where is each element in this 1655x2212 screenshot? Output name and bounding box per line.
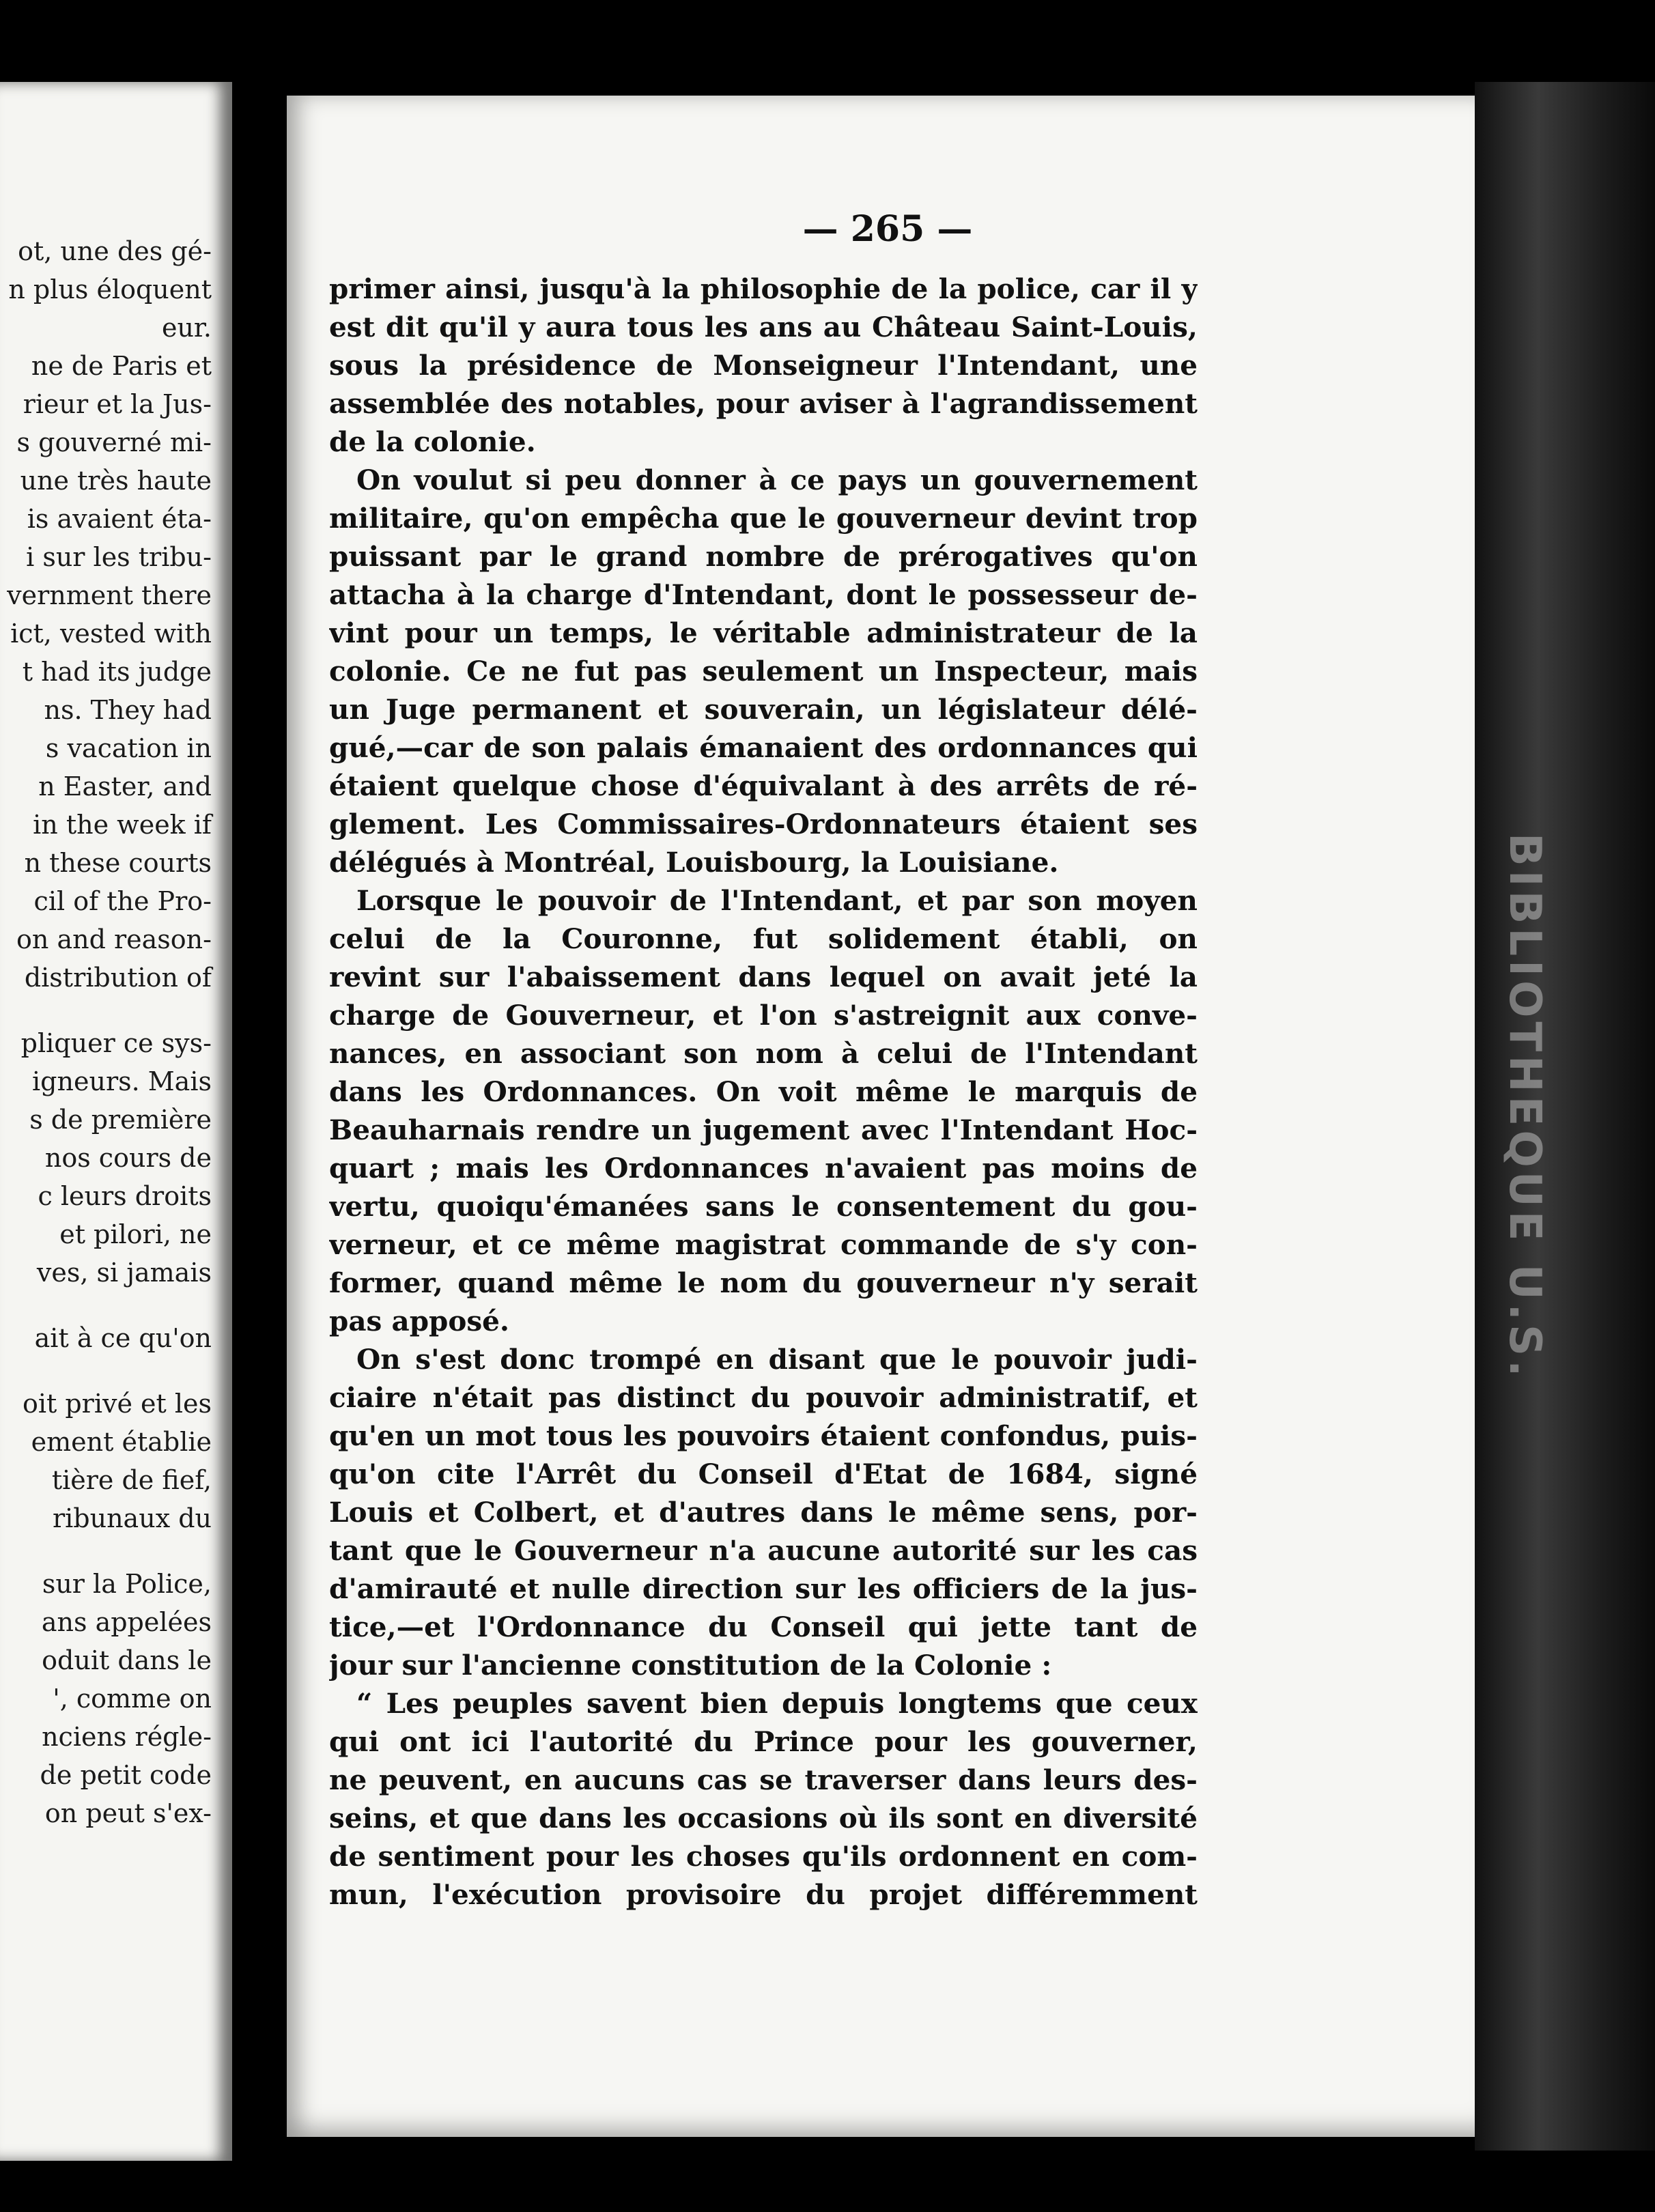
text-line: glement. Les Commissaires-Ordonnateurs étaient ses	[329, 808, 1198, 840]
text-line: primer ainsi, jusqu'à la philosophie de la police, car il y	[329, 272, 1198, 305]
text-line: dans les Ordonnances. On voit même le marquis de	[329, 1075, 1198, 1108]
text-line: qui ont ici l'autorité du Prince pour les gouverner,	[329, 1725, 1198, 1758]
facing-page-line: n plus éloquent	[8, 274, 212, 304]
text-line: qu'en un mot tous les pouvoirs étaient confondus, puis-	[329, 1419, 1198, 1452]
facing-page-line: tière de fief,	[51, 1465, 212, 1495]
facing-page-line: de petit code	[40, 1760, 212, 1790]
text-line: revint sur l'abaissement dans lequel on avait jeté la	[329, 961, 1198, 993]
facing-page-line: n Easter, and	[38, 771, 212, 802]
text-line: délégués à Montréal, Louisbourg, la Louisiane.	[329, 846, 1059, 879]
facing-page-line	[0, 1357, 232, 1385]
facing-page-line: n these courts	[24, 848, 212, 878]
text-line: qu'on cite l'Arrêt du Conseil d'Etat de 1684, signé	[329, 1458, 1198, 1490]
text-line: assemblée des notables, pour aviser à l'agrandissement	[329, 387, 1198, 420]
facing-page-line: on peut s'ex-	[44, 1798, 212, 1828]
text-line: tice,—et l'Ordonnance du Conseil qui jette tant de	[329, 1611, 1198, 1643]
facing-page-line: et pilori, ne	[59, 1219, 212, 1249]
text-line: d'amirauté et nulle direction sur les officiers de la jus-	[329, 1572, 1198, 1605]
facing-page-line: cil of the Pro-	[33, 886, 212, 916]
text-line: pas apposé.	[329, 1305, 510, 1337]
text-line: Lorsque le pouvoir de l'Intendant, et par son moyen	[356, 884, 1198, 917]
library-stamp: BIBLIOTHEQUE U.S.	[1499, 833, 1550, 1381]
text-line: verneur, et ce même magistrat commande de s'y con-	[329, 1228, 1198, 1261]
text-line: nances, en associant son nom à celui de l'Intendant	[329, 1037, 1198, 1070]
facing-page-line: nos cours de	[44, 1143, 212, 1173]
book-page	[287, 96, 1488, 2137]
facing-page-line: s vacation in	[45, 733, 212, 763]
text-line: celui de la Couronne, fut solidement établi, on	[329, 922, 1198, 955]
text-line: mun, l'exécution provisoire du projet différemment	[329, 1878, 1198, 1911]
facing-page-line: oduit dans le	[42, 1645, 212, 1675]
text-line: On voulut si peu donner à ce pays un gouvernement	[356, 464, 1198, 496]
facing-page-line: sur la Police,	[42, 1569, 212, 1599]
text-line: puissant par le grand nombre de prérogatives qu'on	[329, 540, 1198, 573]
facing-page-line: nciens régle-	[42, 1722, 212, 1752]
facing-page-line: ', comme on	[53, 1684, 212, 1714]
facing-page-text	[0, 232, 232, 1832]
facing-page-line: ves, si jamais	[36, 1258, 212, 1288]
text-line: ne peuvent, en aucuns cas se traverser dans leurs des-	[329, 1763, 1198, 1796]
text-line: Beauharnais rendre un jugement avec l'Intendant Hoc-	[329, 1114, 1198, 1146]
text-line: tant que le Gouverneur n'a aucune autorité sur les cas	[329, 1534, 1198, 1567]
text-line: colonie. Ce ne fut pas seulement un Inspecteur, mais	[329, 655, 1198, 687]
text-line: étaient quelque chose d'équivalant à des arrêts de ré-	[329, 769, 1198, 802]
page-number: — 265 —	[802, 208, 973, 250]
facing-page-line: is avaient éta-	[27, 504, 212, 534]
facing-page-line: rieur et la Jus-	[23, 389, 212, 419]
text-line: former, quand même le nom du gouverneur n'y serait	[329, 1266, 1198, 1299]
facing-page-line: ne de Paris et	[31, 351, 212, 381]
facing-page-line: ict, vested with	[10, 619, 212, 649]
facing-page-line: vernment there	[7, 580, 212, 610]
text-line: quart ; mais les Ordonnances n'avaient pas moins de	[329, 1152, 1198, 1185]
text-line: attacha à la charge d'Intendant, dont le possesseur de-	[329, 578, 1198, 611]
facing-page-line	[0, 1292, 232, 1319]
facing-page-line: ribunaux du	[52, 1503, 212, 1533]
text-line: gué,—car de son palais émanaient des ordonnances qui	[329, 731, 1198, 764]
text-line: de la colonie.	[329, 425, 536, 458]
text-line: seins, et que dans les occasions où ils sont en diversité	[329, 1802, 1198, 1834]
facing-page-left	[0, 82, 232, 2161]
facing-page-line: distribution of	[24, 963, 212, 993]
facing-page-line: oit privé et les	[22, 1389, 212, 1419]
text-line: ciaire n'était pas distinct du pouvoir administratif, et	[329, 1381, 1198, 1414]
facing-page-line: eur.	[161, 313, 212, 343]
facing-page-line: ans appelées	[41, 1607, 212, 1637]
facing-page-line: igneurs. Mais	[32, 1066, 212, 1096]
facing-page-line: c leurs droits	[38, 1181, 212, 1211]
facing-page-line: t had its judge	[22, 657, 212, 687]
text-line: jour sur l'ancienne constitution de la Colonie :	[329, 1649, 1052, 1682]
text-line: un Juge permanent et souverain, un législateur délé-	[329, 693, 1198, 726]
facing-page-line: ement établie	[31, 1427, 212, 1457]
text-line: militaire, qu'on empêcha que le gouverneur devint trop	[329, 502, 1198, 535]
text-line: On s'est donc trompé en disant que le pouvoir judi-	[356, 1343, 1198, 1376]
facing-page-line: i sur les tribu-	[26, 542, 212, 572]
facing-page-line: une très haute	[20, 466, 212, 496]
text-line: de sentiment pour les choses qu'ils ordonnent en com-	[329, 1840, 1198, 1873]
facing-page-line	[0, 997, 232, 1024]
facing-page-line: ait à ce qu'on	[34, 1323, 212, 1353]
facing-page-line: ns. They had	[44, 695, 212, 725]
text-line: vertu, quoiqu'émanées sans le consentement du gou-	[329, 1190, 1198, 1223]
text-line: Louis et Colbert, et d'autres dans le même sens, por-	[329, 1496, 1198, 1529]
text-line: charge de Gouverneur, et l'on s'astreignit aux conve-	[329, 999, 1198, 1032]
facing-page-line: in the week if	[33, 810, 212, 840]
facing-page-line	[0, 1537, 232, 1565]
facing-page-line: ot, une des gé-	[18, 236, 212, 266]
text-line: “ Les peuples savent bien depuis longtems que ceux	[356, 1687, 1198, 1720]
text-line: sous la présidence de Monseigneur l'Intendant, une	[329, 349, 1198, 382]
facing-page-line: pliquer ce sys-	[20, 1028, 212, 1058]
facing-page-line: on and reason-	[16, 924, 212, 954]
page-body-text	[329, 270, 1198, 1914]
facing-page-line: s gouverné mi-	[16, 427, 212, 457]
text-line: est dit qu'il y aura tous les ans au Château Saint-Louis,	[329, 311, 1198, 343]
text-line: vint pour un temps, le véritable administrateur de la	[329, 616, 1198, 649]
facing-page-line: s de première	[29, 1105, 212, 1135]
